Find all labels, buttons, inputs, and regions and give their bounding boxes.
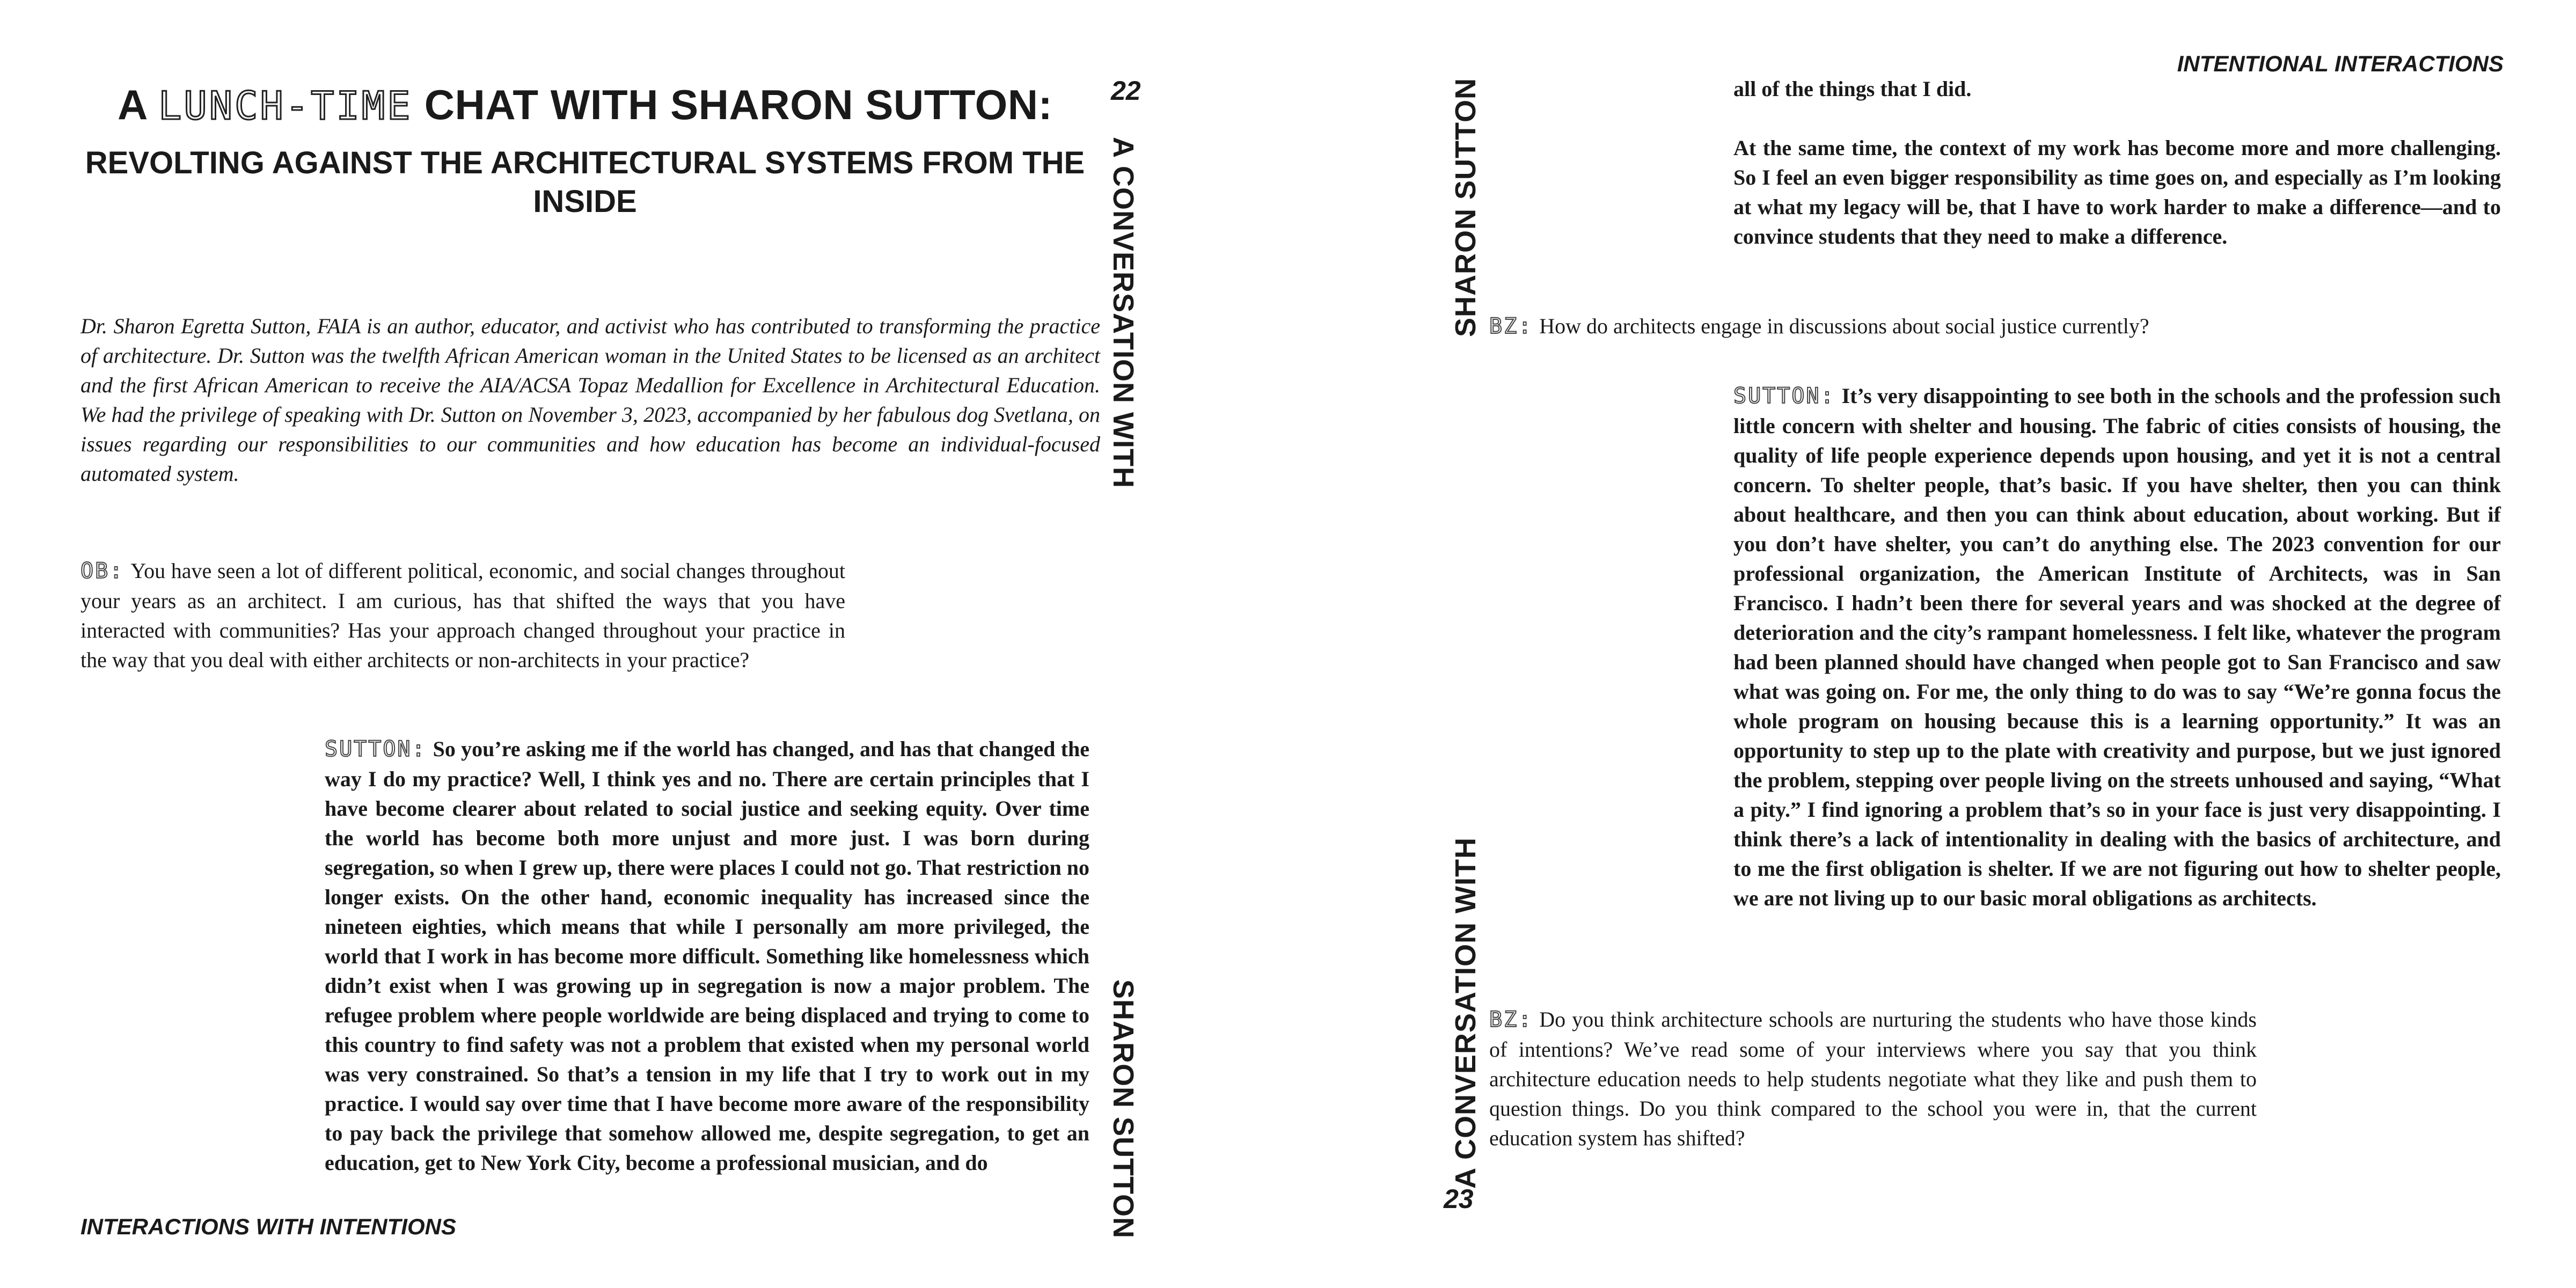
vertical-label-conversation: A CONVERSATION WITH	[1107, 137, 1139, 488]
intro-paragraph: Dr. Sharon Egretta Sutton, FAIA is an author, educator, and activist who has contributed to transforming the practice of architecture. Dr. Sutton was the twelfth African American woman in the United States to be licensed as an architect and the first African American to receive the AIA/ACSA Topaz Medallion for Excellence in Architectural Education. We had the privilege of speaking with Dr. Sutton on November 3, 2023, accompanied by her fabulous dog Svetlana, on issues regarding our responsibilities to our communities and how education has become an individual-focused automated system.	[80, 314, 1100, 486]
question-2	[1489, 311, 2498, 341]
right-page	[1288, 0, 2576, 1288]
vertical-label-name-right: SHARON SUTTON	[1450, 78, 1482, 338]
question-3-text: Do you think architecture schools are nurturing the students who have those kinds of intentions? We’ve read some of your interviews where you say that you think architecture education needs to help students negotiate what they like and push them to question things. Do you think compared to the school you were in, that the current education system has shifted?	[1489, 1007, 2257, 1150]
header-right: INTENTIONAL INTERACTIONS	[2177, 51, 2504, 76]
question-1	[80, 556, 845, 675]
question-3	[1489, 1005, 2257, 1153]
answer-1-continued: all of the things that I did.	[1733, 77, 1972, 101]
article-subtitle: REVOLTING AGAINST THE ARCHITECTURAL SYSTEMS FROM THE INSIDE	[85, 145, 1085, 219]
sutton-tag: SUTTON:	[1733, 384, 1835, 408]
answer-1	[325, 734, 1089, 1177]
title-suffix: CHAT WITH SHARON SUTTON:	[424, 81, 1053, 128]
question-2-text: How do architects engage in discussions about social justice currently?	[1539, 314, 2149, 338]
title-decorative-word: LUNCH-TIME	[158, 83, 413, 128]
answer-2	[1733, 381, 2501, 913]
sutton-tag: SUTTON:	[325, 737, 427, 762]
answer-1-text: So you’re asking me if the world has changed, and has that changed the way I do my practice? Well, I think yes and no. There are certain principles that I have become clearer about related to social justice and seeking equity. Over time the world has become both more unjust and more just. I was born during segregation, so when I grew up, there were places I could not go. That restriction no longer exists. On the other hand, economic inequality has increased since the nineteen eighties, which means that while I personally am more privileged, the world that I work in has become more difficult. Something like homelessness which didn’t exist when I was growing up in segregation is now a major problem. The refugee problem where people worldwide are being displaced and trying to come to this country to find safety was not a problem that existed when my personal world was very constrained. So that’s a tension in my life that I try to work out in my practice. I would say over time that I have become more aware of the responsibility to pay back the privilege that somehow allowed me, despite segregation, to get an education, get to New York City, become a professional musician, and do	[325, 737, 1089, 1175]
vertical-label-name: SHARON SUTTON	[1107, 979, 1139, 1239]
answer-2-text: It’s very disappointing to see both in the schools and the profession such little concern with shelter and housing. The fabric of cities consists of housing, the quality of life people experience depends upon housing, and yet it is not a central concern. To shelter people, that’s basic. If you have shelter, then you can think about healthcare, and then you can think about education, about working. But if you don’t have shelter, you can’t do anything else. The 2023 convention for our professional organization, the American Institute of Architects, was in San Francisco. I hadn’t been there for several years and was shocked at the degree of deterioration and the city’s rampant homelessness. I felt like, whatever the program had been planned should have changed when people got to San Francisco and saw what was going on. For me, the only thing to do was to say “We’re gonna focus the whole program on housing because this is a learning opportunity.” It was an opportunity to step up to the plate with creativity and purpose, but we just ignored the problem, stepping over people living on the streets unhoused and saying, “What a pity.” I find ignoring a problem that’s so in your face is just very disappointing. I think there’s a lack of intentionality in dealing with the basics of architecture, and to me the first obligation is shelter. If we are not figuring out how to shelter people, we are not living up to our basic moral obligations as architects.	[1733, 384, 2501, 910]
interviewer-tag: BZ:	[1489, 1007, 1533, 1032]
interviewer-tag: OB:	[80, 559, 125, 583]
article-title	[80, 80, 1089, 129]
answer-1-continued-paragraph: At the same time, the context of my work has become more and more challenging. So I feel an even bigger responsibility as time goes on, and especially as I’m looking at what my legacy will be, that I have to work harder to make a difference—and to convince students that they need to make a difference.	[1733, 136, 2501, 248]
vertical-label-conversation-right: A CONVERSATION WITH	[1450, 837, 1482, 1189]
page-number-right: 23	[1444, 1184, 1474, 1214]
title-prefix: A	[117, 81, 147, 128]
page-number-left: 22	[1111, 76, 1141, 106]
interviewer-tag: BZ:	[1489, 314, 1533, 339]
footer-left: INTERACTIONS WITH INTENTIONS	[80, 1214, 456, 1239]
question-1-text: You have seen a lot of different political, economic, and social changes throughout your years as an architect. I am curious, has that shifted the ways that you have interacted with communities? Has your approach changed throughout your practice in the way that you deal with either architects or non-architects in your practice?	[80, 559, 845, 672]
